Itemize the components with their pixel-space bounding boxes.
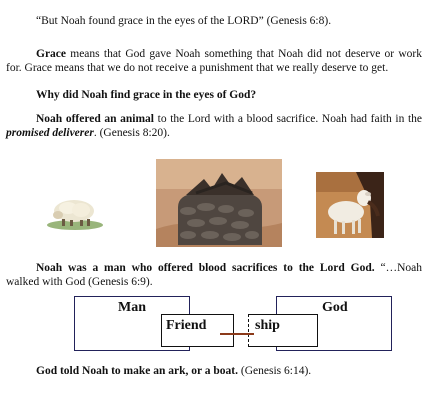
offering-text: to the Lord with a blood sacrifice. Noah had faith in the [154,113,422,125]
sacrifice-paragraph [6,261,422,289]
friendship-connector-line [220,333,254,335]
ark-bold-text: God told Noah to make an ark, or a boat. [36,365,239,377]
god-label: God [322,300,348,315]
grace-term: Grace [36,48,67,60]
walked-with-god-text: “…Noah walked with God (Genesis 6:9). [6,262,422,288]
promised-deliverer-text: promised deliverer [6,127,94,139]
grace-definition-text: means that God gave Noah something that Noah did not deserve or work for. Grace means that we do not receive a punishment that we really deserve to get. [6,48,422,74]
ark-reference: (Genesis 6:14). [238,365,312,377]
ark-paragraph [6,364,422,378]
offering-paragraph [6,112,422,140]
sacrifice-bold-text: Noah was a man who offered blood sacrifices to the Lord God. [36,262,375,274]
quote-text: “But Noah found grace in the eyes of the LORD” (Genesis 6:8). [36,15,332,27]
question-heading: Why did Noah find grace in the eyes of God? [36,89,257,101]
ship-label: ship [255,318,280,333]
offering-bold-text: Noah offered an animal [36,113,154,125]
grace-definition-paragraph [6,47,422,75]
quote-paragraph [6,14,422,28]
lamb-with-shepherd-image [316,172,384,238]
friend-label: Friend [166,318,207,333]
offering-reference: . (Genesis 8:20). [93,127,170,139]
stone-altar-image [156,159,282,247]
sheep-grazing-image [44,191,106,231]
question-paragraph [6,88,422,102]
man-label: Man [118,300,146,315]
